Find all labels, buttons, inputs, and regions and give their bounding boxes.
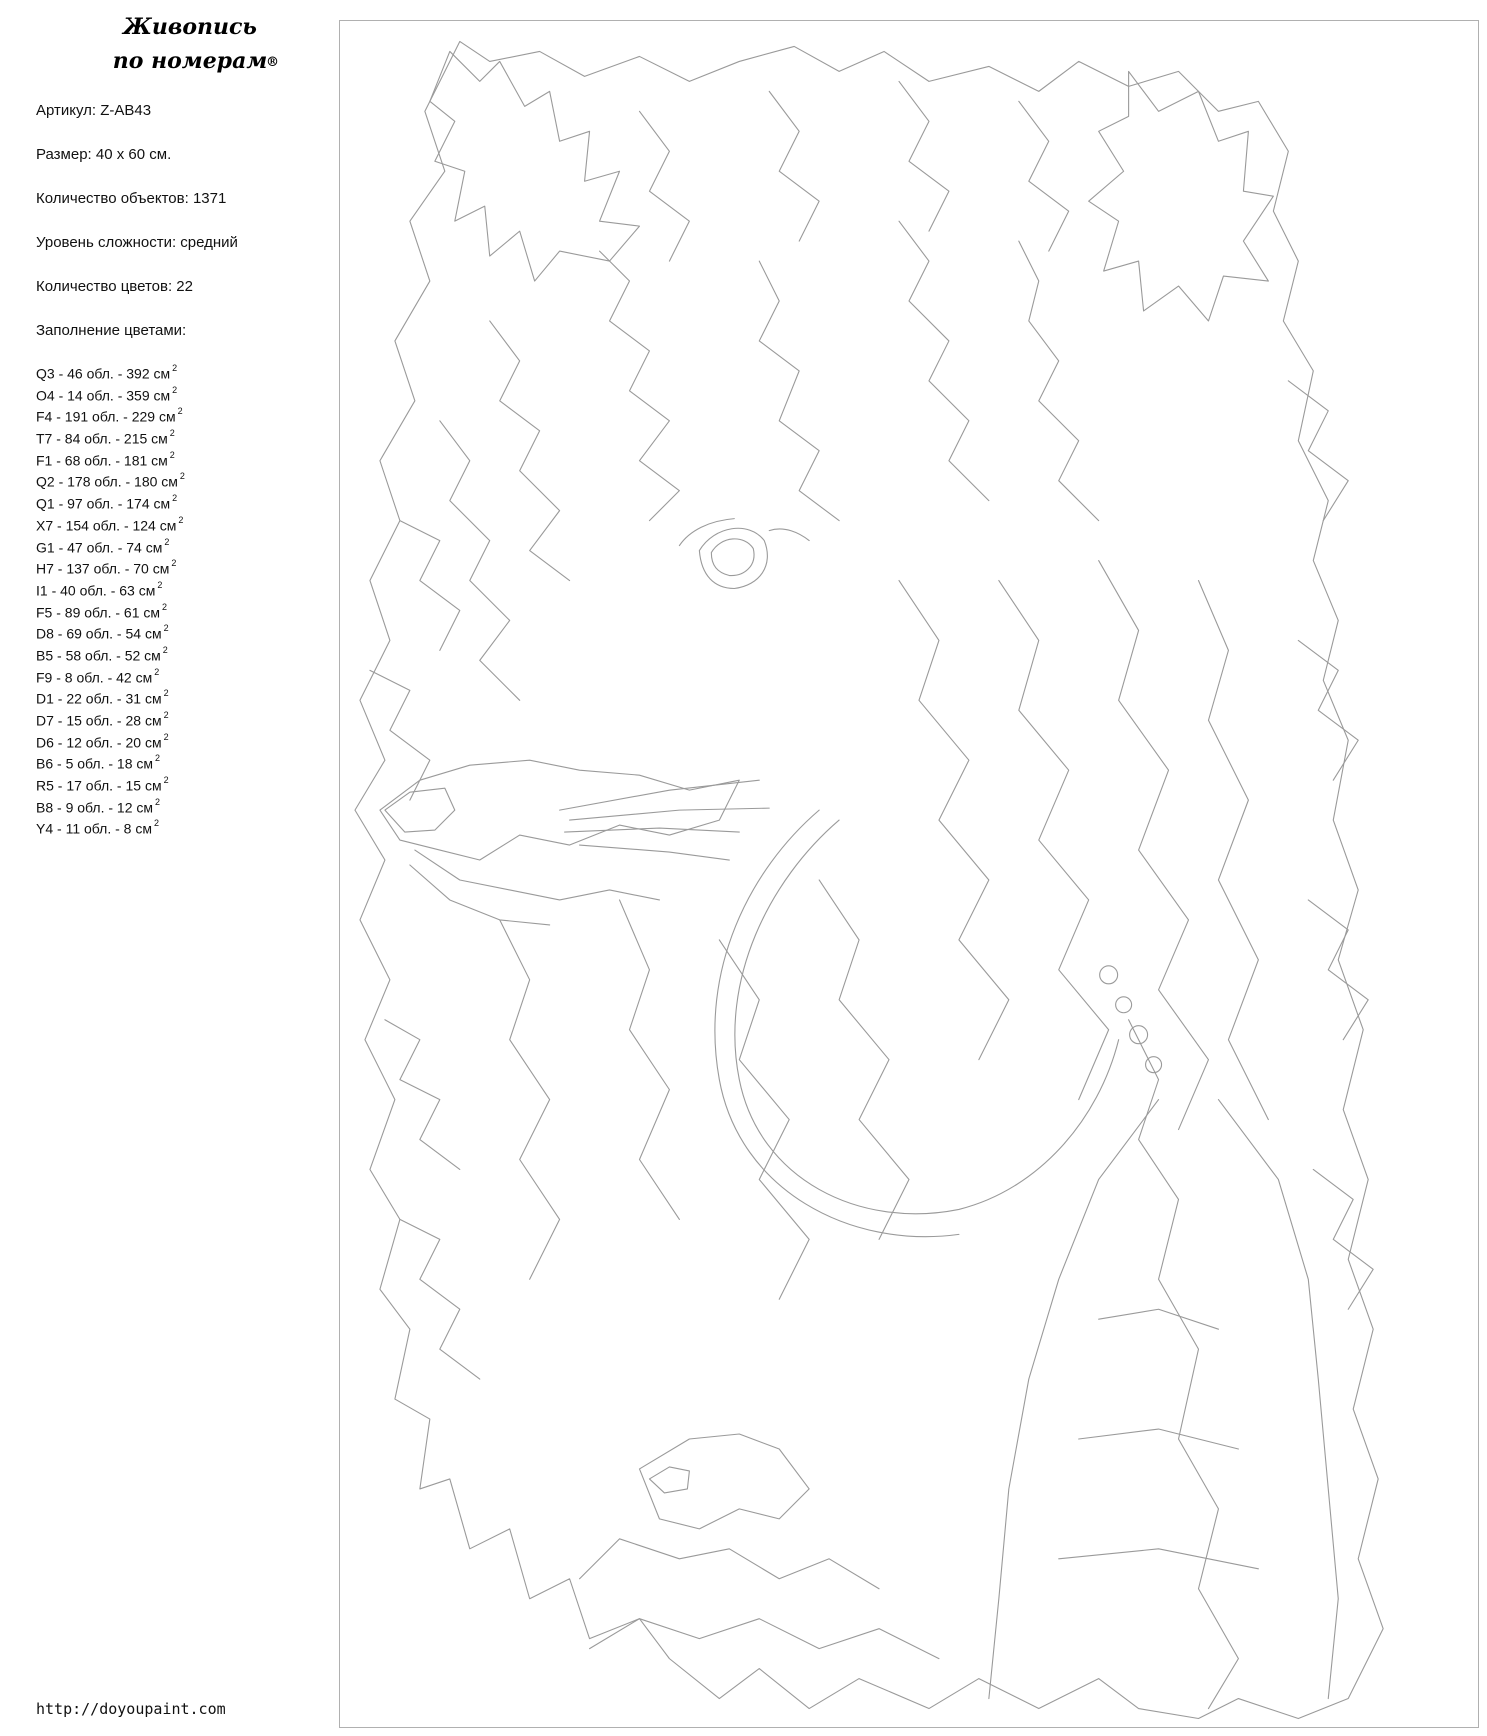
wolf-nose (385, 788, 455, 832)
color-fill-text: G1 - 47 обл. - 74 см (36, 539, 163, 556)
area-unit-superscript: 2 (172, 493, 178, 504)
color-fill-text: T7 - 84 обл. - 215 см (36, 430, 168, 447)
color-fill-text: D7 - 15 обл. - 28 см (36, 712, 162, 729)
color-fill-item (36, 642, 185, 664)
area-unit-superscript: 2 (155, 796, 161, 807)
area-unit-superscript: 2 (171, 558, 177, 569)
brand-line-1: Живопись (123, 14, 257, 40)
color-fill-text: B8 - 9 обл. - 12 см (36, 799, 154, 816)
wolf-eye (699, 528, 767, 588)
color-fill-item (36, 468, 185, 490)
wolf-contour (355, 41, 1383, 1718)
color-fill-item (36, 707, 185, 729)
color-fill-item (36, 490, 185, 512)
area-unit-superscript: 2 (178, 514, 184, 525)
color-fill-item (36, 599, 185, 621)
color-fill-item (36, 382, 185, 404)
color-fill-text: B6 - 5 обл. - 18 см (36, 756, 154, 773)
objects-count: Количество объектов: 1371 (36, 190, 227, 207)
lower-snout (639, 1434, 809, 1529)
color-fill-item (36, 772, 185, 794)
wolf-line-art (340, 21, 1478, 1727)
color-fill-text: D8 - 69 обл. - 54 см (36, 625, 162, 642)
color-fill-text: Y4 - 11 обл. - 8 см (36, 821, 152, 838)
registered-mark: ® (266, 55, 279, 70)
fill-heading: Заполнение цветами: (36, 322, 187, 339)
area-unit-superscript: 2 (179, 471, 185, 482)
color-fill-item (36, 794, 185, 816)
color-fill-text: Q1 - 97 обл. - 174 см (36, 495, 171, 512)
color-fill-item (36, 729, 185, 751)
color-fill-item (36, 425, 185, 447)
chest-swirl (735, 820, 1119, 1214)
ear-right (1089, 71, 1274, 321)
color-fill-text: D6 - 12 обл. - 20 см (36, 734, 162, 751)
color-fill-text: F4 - 191 обл. - 229 см (36, 409, 176, 426)
area-unit-superscript: 2 (177, 406, 183, 417)
color-fill-text: H7 - 137 обл. - 70 см (36, 560, 170, 577)
color-fill-item (36, 512, 185, 534)
color-fill-text: F1 - 68 обл. - 181 см (36, 452, 168, 469)
color-fill-item (36, 620, 185, 642)
color-fill-item (36, 360, 185, 382)
info-sidebar (0, 0, 330, 1736)
area-unit-superscript: 2 (162, 601, 168, 612)
color-fill-text: Q2 - 178 обл. - 180 см (36, 474, 178, 491)
brand-logo (80, 10, 300, 78)
color-fill-text: Q3 - 46 обл. - 392 см (36, 365, 171, 382)
area-unit-superscript: 2 (163, 731, 169, 742)
color-fill-text: F5 - 89 обл. - 61 см (36, 604, 161, 621)
color-fill-text: X7 - 154 обл. - 124 см (36, 517, 177, 534)
color-fill-text: D1 - 22 обл. - 31 см (36, 690, 162, 707)
brand-line-2: по номерам (112, 48, 268, 74)
area-unit-superscript: 2 (164, 536, 170, 547)
color-fill-list (36, 360, 185, 837)
area-unit-superscript: 2 (169, 449, 175, 460)
area-unit-superscript: 2 (155, 753, 161, 764)
color-fill-item (36, 750, 185, 772)
canvas-size: Размер: 40 х 60 см. (36, 146, 172, 163)
website-url: http://doyoupaint.com (36, 1700, 226, 1718)
area-unit-superscript: 2 (154, 666, 160, 677)
color-fill-text: I1 - 40 обл. - 63 см (36, 582, 156, 599)
color-fill-item (36, 447, 185, 469)
area-unit-superscript: 2 (163, 710, 169, 720)
area-unit-superscript: 2 (153, 818, 159, 829)
article-number: Артикул: Z-AB43 (36, 102, 152, 119)
area-unit-superscript: 2 (172, 384, 178, 395)
ear-left (430, 51, 640, 281)
area-unit-superscript: 2 (172, 363, 178, 373)
color-fill-text: F9 - 8 обл. - 42 см (36, 669, 153, 686)
whiskers (560, 780, 770, 860)
area-unit-superscript: 2 (162, 644, 168, 655)
area-unit-superscript: 2 (163, 688, 169, 699)
color-fill-item (36, 815, 185, 837)
color-fill-text: B5 - 58 обл. - 52 см (36, 647, 161, 664)
area-unit-superscript: 2 (169, 428, 175, 439)
feather (1129, 1020, 1239, 1709)
area-unit-superscript: 2 (163, 775, 169, 786)
color-fill-item (36, 577, 185, 599)
coloring-canvas (339, 20, 1479, 1728)
color-fill-text: R5 - 17 обл. - 15 см (36, 777, 162, 794)
area-unit-superscript: 2 (157, 579, 163, 590)
area-unit-superscript: 2 (163, 623, 169, 634)
color-fill-item (36, 555, 185, 577)
color-fill-text: O4 - 14 обл. - 359 см (36, 387, 171, 404)
color-fill-item (36, 403, 185, 425)
color-fill-item (36, 685, 185, 707)
color-count: Количество цветов: 22 (36, 278, 193, 295)
wolf-outline-group (355, 41, 1383, 1718)
color-fill-item (36, 534, 185, 556)
color-fill-item (36, 664, 185, 686)
difficulty-level: Уровень сложности: средний (36, 234, 238, 251)
